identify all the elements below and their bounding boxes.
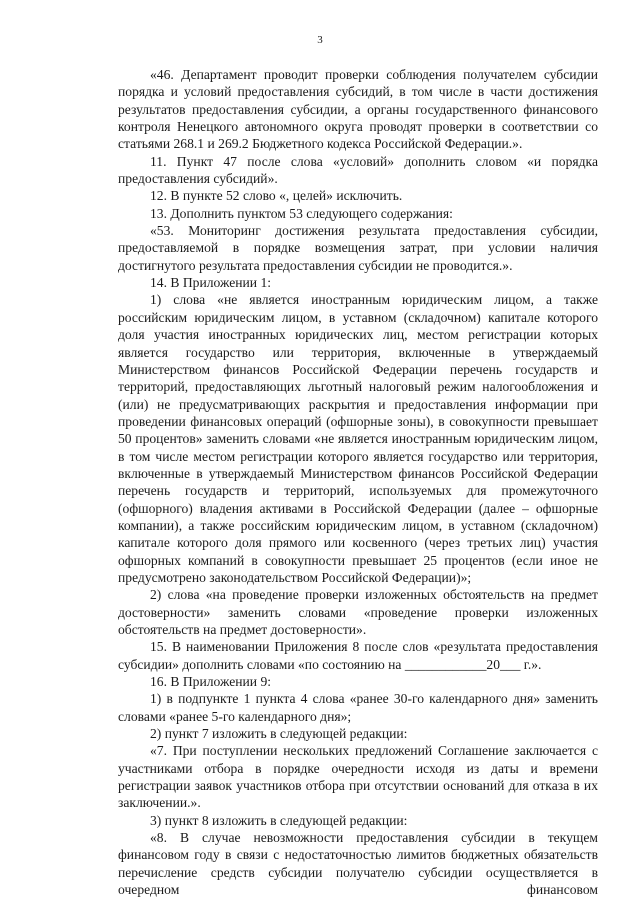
paragraph: 2) слова «на проведение проверки изложенных обстоятельств на предмет достоверности» заменить словами «проведение проверки изложенных обстоятельств на предмет достоверности». <box>118 587 598 637</box>
paragraph: 13. Дополнить пунктом 53 следующего содержания: <box>150 205 453 221</box>
paragraph: 2) пункт 7 изложить в следующей редакции: <box>150 726 408 742</box>
paragraph: «7. При поступлении нескольких предложений Соглашение заключается с участниками отбора в порядке очередности исходя из даты и времени регистрации заявок участников отбора при отсутствии оснований для отказа в их заключении.». <box>118 743 598 811</box>
paragraph: 14. В Приложении 1: <box>150 275 272 291</box>
paragraph: 3) пункт 8 изложить в следующей редакции: <box>150 812 408 828</box>
paragraph: «8. В случае невозможности предоставления субсидии в текущем финансовом году в связи с недостаточностью лимитов бюджетных обязательств перечисление средств субсидии получателю субсидии осуществляется в очередном финансовом <box>118 830 598 898</box>
paragraph: «53. Мониторинг достижения результата предоставления субсидии, предоставляемой в порядке возмещения затрат, при условии наличия достигнутого результата предоставления субсидии не проводится.». <box>118 223 598 273</box>
page-number: 3 <box>317 34 323 46</box>
paragraph: 1) слова «не является иностранным юридическим лицом, а также российским юридическим лицом, в уставном (складочном) капитале которого доля участия иностранных юридических лиц, местом регистрации которых является государство или территория, включенные в утверждаемый Министерством финансов Российской Федерации перечень государств и территорий, предоставляющих льготный налоговый режим налогообложения и (или) не предусматривающих раскрытия и предоставления информации при проведении финансовых операций (офшорные зоны), в совокупности превышает 50 процентов» заменить словами «не является иностранным юридическим лицом, в том числе местом регистрации которого является государство или территория, включенные в утверждаемый Министерством финансов Российской Федерации перечень государств и территорий, используемых для промежуточного (офшорного) владения активами в Российской Федерации (далее – офшорные компании), а также российским юридическим лицом, в уставном (складочном) капитале которого доля прямого или косвенного (через третьих лиц) участия офшорных компаний в совокупности превышает 25 процентов (если иное не предусмотрено законодательством Российской Федерации)»; <box>118 292 598 585</box>
paragraph: 12. В пункте 52 слово «, целей» исключить. <box>150 188 403 204</box>
paragraph: 11. Пункт 47 после слова «условий» дополнить словом «и порядка предоставления субсидий». <box>118 153 598 187</box>
paragraph: 15. В наименовании Приложения 8 после слов «результата предоставления субсидии» дополнить словами «по состоянию на ____________20___ г.». <box>118 639 598 672</box>
paragraph: «46. Департамент проводит проверки соблюдения получателем субсидии порядка и условий предоставления субсидий, в том числе в части достижения результатов предоставления субсидии, а органы государственного финансового контроля Ненецкого автономного округа проводят проверки в соответствии со статьями 268.1 и 269.2 Бюджетного кодекса Российской Федерации.». <box>118 67 598 152</box>
paragraph: 1) в подпункте 1 пункта 4 слова «ранее 30-го календарного дня» заменить словами «ранее 5-го календарного дня»; <box>118 691 598 724</box>
paragraph: 16. В Приложении 9: <box>150 674 272 690</box>
document-body <box>118 66 598 899</box>
